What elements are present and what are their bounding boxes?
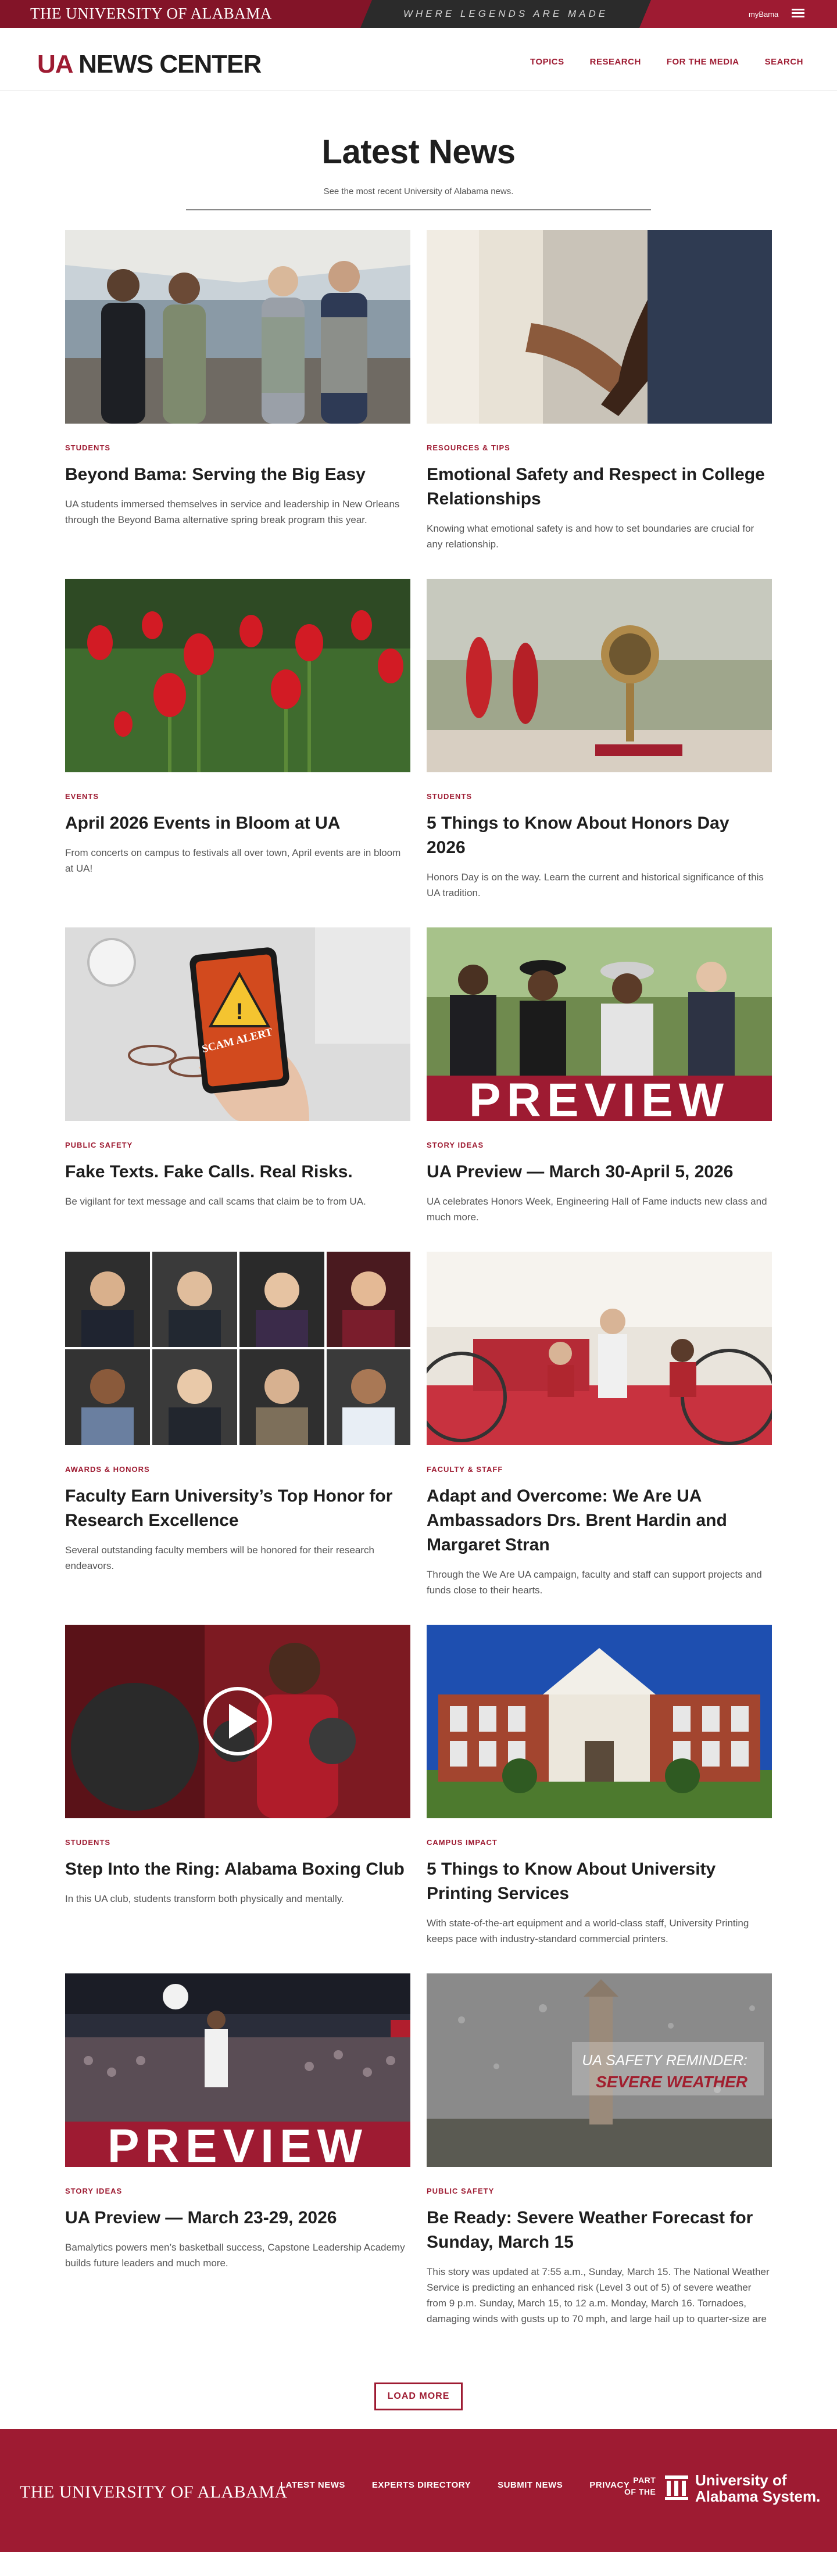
article-image[interactable] bbox=[427, 1252, 772, 1445]
footer-nav bbox=[280, 2480, 629, 2490]
ua-system-columns-icon bbox=[665, 2475, 688, 2500]
article-image[interactable] bbox=[427, 1625, 772, 1818]
nav-for-the-media[interactable]: FOR THE MEDIA bbox=[666, 57, 739, 67]
article-image[interactable] bbox=[65, 1252, 410, 1445]
article-image[interactable] bbox=[427, 230, 772, 424]
article-card[interactable] bbox=[427, 927, 772, 1252]
nav-topics[interactable]: TOPICS bbox=[530, 57, 564, 67]
article-title[interactable]: Step Into the Ring: Alabama Boxing Club bbox=[65, 1860, 405, 1879]
preview-banner: PREVIEW bbox=[65, 2122, 410, 2167]
weather-banner-line1: UA SAFETY REMINDER: bbox=[582, 2052, 747, 2069]
article-summary: In this UA club, students transform both physically and mentally. bbox=[65, 1893, 344, 1904]
article-card[interactable] bbox=[65, 1973, 410, 2353]
site-footer bbox=[0, 2429, 837, 2552]
article-title[interactable]: April 2026 Events in Bloom at UA bbox=[65, 814, 341, 833]
article-category[interactable]: STORY IDEAS bbox=[65, 2187, 123, 2195]
article-summary: Bamalytics powers men’s basketball success, Capstone Leadership Academy builds future leaders and much more. bbox=[65, 2242, 405, 2269]
article-category[interactable]: AWARDS & HONORS bbox=[65, 1465, 150, 1474]
article-card[interactable] bbox=[427, 1625, 772, 1973]
article-title[interactable]: Adapt and Overcome: We Are UA Ambassadors Drs. Brent Hardin and Margaret Stran bbox=[427, 1486, 727, 1554]
article-summary: Several outstanding faculty members will be honored for their research endeavors. bbox=[65, 1545, 374, 1571]
article-summary: Through the We Are UA campaign, faculty and staff can support projects and funds close to their hearts. bbox=[427, 1569, 762, 1596]
page-title: Latest News bbox=[321, 133, 516, 171]
article-image[interactable] bbox=[65, 1625, 410, 1818]
mybama-link[interactable]: myBama bbox=[749, 10, 779, 19]
nav-research[interactable]: RESEARCH bbox=[589, 57, 641, 67]
article-card[interactable] bbox=[427, 1973, 772, 2353]
page-subtitle: See the most recent University of Alabama news. bbox=[323, 187, 514, 196]
article-title[interactable]: UA Preview — March 23-29, 2026 bbox=[65, 2208, 337, 2227]
article-category[interactable]: STUDENTS bbox=[427, 792, 473, 801]
footer-link-privacy[interactable]: PRIVACY bbox=[589, 2480, 630, 2490]
article-summary: Knowing what emotional safety is and how to set boundaries are crucial for any relationship. bbox=[427, 523, 754, 550]
university-wordmark[interactable]: THE UNIVERSITY OF ALABAMA bbox=[30, 5, 272, 22]
article-category[interactable]: STUDENTS bbox=[65, 443, 111, 452]
article-category[interactable]: EVENTS bbox=[65, 792, 99, 801]
footer-link-experts-directory[interactable]: EXPERTS DIRECTORY bbox=[371, 2480, 471, 2490]
article-card[interactable] bbox=[427, 579, 772, 927]
article-summary: UA students immersed themselves in service and leadership in New Orleans through the Beyond Bama alternative spring break program this year. bbox=[65, 499, 400, 525]
article-category[interactable]: STUDENTS bbox=[65, 1838, 111, 1847]
article-card[interactable] bbox=[65, 927, 410, 1252]
article-card[interactable] bbox=[427, 230, 772, 579]
preview-banner: PREVIEW bbox=[427, 1076, 772, 1121]
page-heading bbox=[0, 91, 837, 210]
nav-search[interactable]: SEARCH bbox=[764, 57, 803, 67]
part-of-label: PART OF THE bbox=[624, 2475, 656, 2496]
article-summary: UA celebrates Honors Week, Engineering Hall of Fame inducts new class and much more. bbox=[427, 1196, 767, 1223]
scam-alert-text: SCAM ALERT bbox=[201, 1026, 274, 1056]
article-image[interactable] bbox=[65, 230, 410, 424]
article-card[interactable] bbox=[427, 1252, 772, 1625]
weather-banner-line2: SEVERE WEATHER bbox=[596, 2073, 747, 2091]
article-category[interactable]: PUBLIC SAFETY bbox=[427, 2187, 495, 2195]
article-image[interactable] bbox=[427, 927, 772, 1121]
heading-divider bbox=[186, 209, 651, 210]
article-category[interactable]: STORY IDEAS bbox=[427, 1141, 484, 1149]
main-nav bbox=[530, 57, 803, 67]
svg-text:!: ! bbox=[235, 999, 244, 1024]
article-card[interactable] bbox=[65, 230, 410, 579]
article-summary: From concerts on campus to festivals all over town, April events are in bloom at UA! bbox=[65, 847, 401, 874]
article-category[interactable]: PUBLIC SAFETY bbox=[65, 1141, 133, 1149]
article-image[interactable] bbox=[65, 1973, 410, 2167]
article-image[interactable] bbox=[65, 927, 410, 1121]
footer-link-latest-news[interactable]: LATEST NEWS bbox=[280, 2480, 345, 2490]
tagline: WHERE LEGENDS ARE MADE bbox=[403, 8, 609, 19]
article-card[interactable] bbox=[65, 1625, 410, 1973]
footer-link-submit-news[interactable]: SUBMIT NEWS bbox=[498, 2480, 563, 2490]
article-summary: Honors Day is on the way. Learn the current and historical significance of this UA tradition. bbox=[427, 872, 764, 898]
article-category[interactable]: RESOURCES & TIPS bbox=[427, 443, 510, 452]
article-category[interactable]: CAMPUS IMPACT bbox=[427, 1838, 498, 1847]
article-card[interactable] bbox=[65, 1252, 410, 1625]
article-summary: With state-of-the-art equipment and a world-class staff, University Printing keeps pace with industry-standard commercial printers. bbox=[427, 1918, 749, 1944]
article-image[interactable] bbox=[427, 579, 772, 772]
article-card[interactable] bbox=[65, 579, 410, 927]
article-title[interactable]: Fake Texts. Fake Calls. Real Risks. bbox=[65, 1162, 353, 1181]
site-header bbox=[0, 28, 837, 91]
article-category[interactable]: FACULTY & STAFF bbox=[427, 1465, 503, 1474]
article-title[interactable]: Faculty Earn University’s Top Honor for Research Excellence bbox=[65, 1486, 393, 1530]
load-more-container bbox=[0, 2382, 837, 2410]
article-image[interactable] bbox=[65, 579, 410, 772]
article-grid bbox=[65, 230, 772, 2353]
article-title[interactable]: Emotional Safety and Respect in College Relationships bbox=[427, 465, 765, 508]
article-summary: Be vigilant for text message and call scams that claim be to from UA. bbox=[65, 1196, 366, 1207]
article-title[interactable]: 5 Things to Know About University Printing Services bbox=[427, 1860, 716, 1903]
article-title[interactable]: UA Preview — March 30-April 5, 2026 bbox=[427, 1162, 734, 1181]
article-summary: This story was updated at 7:55 a.m., Sunday, March 15. The National Weather Service is predicting an enhanced risk (Level 3 out of 5) of severe weather from 9 p.m. Sunday, March 15, to 12 a.m. Monday, March 16. Tornadoes, damaging winds with gusts up to 70 mph, and large hail up to quarter-size are bbox=[427, 2266, 770, 2324]
ua-news-center-logo[interactable]: UA NEWS CENTER bbox=[37, 50, 262, 78]
article-title[interactable]: Beyond Bama: Serving the Big Easy bbox=[65, 465, 366, 484]
ua-system-name[interactable]: University of Alabama System. bbox=[695, 2471, 821, 2505]
hamburger-menu-icon[interactable] bbox=[792, 7, 804, 20]
article-title[interactable]: Be Ready: Severe Weather Forecast for Sunday, March 15 bbox=[427, 2208, 753, 2252]
utility-bar bbox=[0, 0, 837, 28]
article-title[interactable]: 5 Things to Know About Honors Day 2026 bbox=[427, 814, 729, 857]
article-image[interactable] bbox=[427, 1973, 772, 2167]
footer-university-wordmark[interactable]: THE UNIVERSITY OF ALABAMA bbox=[20, 2482, 288, 2502]
load-more-button[interactable]: LOAD MORE bbox=[374, 2382, 463, 2410]
